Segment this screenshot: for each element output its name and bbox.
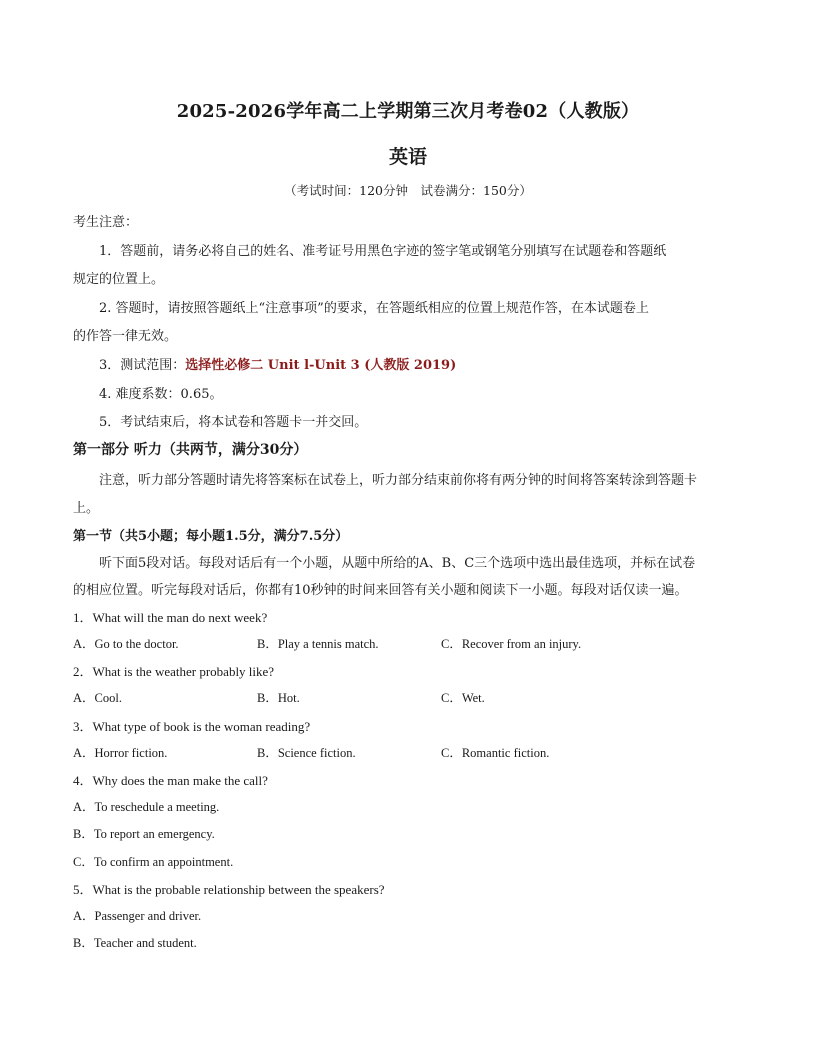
q5-option-a: A．Passenger and driver. bbox=[73, 909, 202, 923]
q3-option-b: B．Science fiction. bbox=[257, 746, 356, 760]
section1-instructions: 听下面5段对话。每段对话后有一个小题，从题中所给的A、B、C三个选项中选出最佳选项，并标在试卷 bbox=[99, 556, 696, 571]
notice-item-1-cont: 规定的位置上。 bbox=[73, 272, 165, 287]
q2-option-c: C．Wet. bbox=[441, 691, 485, 705]
exam-title: 2025-2026学年高二上学期第三次月考卷02（人教版） bbox=[176, 101, 640, 122]
question-4: 4．Why does the man make the call? bbox=[73, 773, 268, 788]
subject-title: 英语 bbox=[388, 146, 427, 168]
q2-option-a: A．Cool. bbox=[73, 691, 122, 705]
notice-heading: 考生注意： bbox=[73, 215, 139, 230]
notice-item-2-cont: 的作答一律无效。 bbox=[73, 329, 178, 344]
q2-option-b: B．Hot. bbox=[257, 691, 300, 705]
question-3: 3．What type of book is the woman reading? bbox=[73, 719, 311, 734]
section1-instructions-cont: 的相应位置。听完每段对话后，你都有10秒钟的时间来回答有关小题和阅读下一小题。每段对话仅读一遍。 bbox=[73, 583, 688, 598]
notice-item-1: 1．答题前，请务必将自己的姓名、准考证号用黑色字迹的签字笔或钢笔分别填写在试题卷和答题纸 bbox=[99, 244, 667, 259]
q1-option-c: C．Recover from an injury. bbox=[441, 637, 582, 651]
notice-item-3-label: 3．测试范围： bbox=[99, 358, 186, 373]
part1-note: 注意，听力部分答题时请先将答案标在试卷上，听力部分结束前你将有两分钟的时间将答案转涂到答题卡 bbox=[99, 473, 698, 488]
part1-heading: 第一部分 听力（共两节，满分30分） bbox=[73, 442, 308, 458]
q4-option-c: C．To confirm an appointment. bbox=[73, 855, 234, 869]
question-5: 5．What is the probable relationship between the speakers? bbox=[73, 882, 385, 897]
q1-option-a: A．Go to the doctor. bbox=[73, 637, 179, 651]
question-1: 1．What will the man do next week? bbox=[73, 610, 268, 625]
part1-note-cont: 上。 bbox=[73, 501, 100, 516]
q4-option-a: A．To reschedule a meeting. bbox=[73, 800, 220, 814]
notice-item-2: 2. 答题时，请按照答题纸上“注意事项”的要求，在答题纸相应的位置上规范作答，在本试题卷上 bbox=[99, 301, 649, 316]
question-2: 2．What is the weather probably like? bbox=[73, 664, 275, 679]
q1-option-b: B．Play a tennis match. bbox=[257, 637, 379, 651]
q4-option-b: B．To report an emergency. bbox=[73, 827, 215, 841]
q5-option-b: B．Teacher and student. bbox=[73, 936, 197, 950]
notice-item-3 bbox=[99, 354, 456, 373]
notice-item-5: 5．考试结束后，将本试卷和答题卡一并交回。 bbox=[99, 415, 368, 430]
exam-meta: （考试时间：120分钟 试卷满分：150分） bbox=[284, 183, 532, 198]
section1-heading: 第一节（共5小题；每小题1.5分，满分7.5分） bbox=[73, 529, 349, 544]
notice-item-4: 4. 难度系数：0.65。 bbox=[99, 387, 223, 402]
q3-option-c: C．Romantic fiction. bbox=[441, 746, 550, 760]
test-scope: 选择性必修二 Unit l-Unit 3 (人教版 2019) bbox=[185, 358, 457, 373]
q3-option-a: A．Horror fiction. bbox=[73, 746, 168, 760]
